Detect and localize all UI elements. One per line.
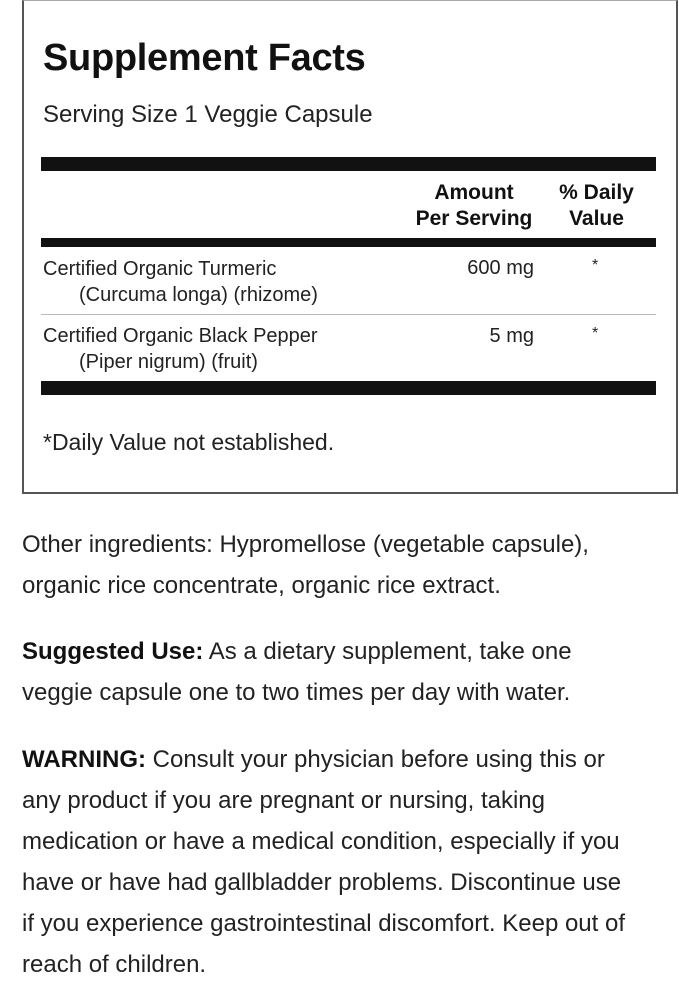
ingredient-name-turmeric bbox=[43, 256, 318, 308]
warning-line: if you experience gastrointestinal discomfort. Keep out of bbox=[22, 910, 625, 937]
divider-thick-bottom bbox=[41, 381, 656, 395]
ingredient-amount-black-pepper: 5 mg bbox=[489, 325, 534, 347]
other-ingredients-line: Other ingredients: Hypromellose (vegetable capsule), bbox=[22, 531, 589, 558]
ingredient-amount-turmeric: 600 mg bbox=[467, 257, 534, 279]
facts-title: Supplement Facts bbox=[43, 37, 366, 79]
column-header-amount-line2: Per Serving bbox=[415, 207, 533, 230]
ingredient-detail: (Piper nigrum) (fruit) bbox=[79, 351, 258, 373]
warning-line: reach of children. bbox=[22, 951, 207, 978]
ingredient-dv-turmeric: * bbox=[592, 257, 599, 274]
warning-line bbox=[22, 739, 672, 780]
divider-header bbox=[41, 238, 656, 247]
ingredient-name-black-pepper bbox=[43, 323, 318, 375]
ingredient-name: Certified Organic Black Pepper bbox=[43, 325, 318, 347]
divider-row bbox=[41, 314, 656, 315]
warning-line: medication or have a medical condition, especially if you bbox=[22, 828, 620, 855]
suggested-use-text: As a dietary supplement, take one bbox=[203, 638, 572, 665]
column-header-dv-line2: Value bbox=[569, 207, 624, 230]
suggested-use-line bbox=[22, 631, 672, 672]
daily-value-footnote: *Daily Value not established. bbox=[43, 429, 335, 455]
divider-thick-top bbox=[41, 157, 656, 171]
supplement-facts-panel bbox=[22, 0, 678, 494]
suggested-use-label: Suggested Use: bbox=[22, 638, 204, 665]
column-header-amount-line1: Amount bbox=[434, 181, 514, 204]
other-ingredients-line: organic rice concentrate, organic rice extract. bbox=[22, 572, 501, 599]
warning-text: Consult your physician before using this or bbox=[145, 746, 605, 773]
warning-line: have or have had gallbladder problems. Discontinue use bbox=[22, 869, 622, 896]
warning bbox=[22, 739, 672, 985]
warning-line: any product if you are pregnant or nursing, taking bbox=[22, 787, 545, 814]
suggested-use bbox=[22, 631, 672, 713]
ingredient-detail: (Curcuma longa) (rhizome) bbox=[79, 284, 318, 306]
warning-label: WARNING: bbox=[22, 746, 146, 773]
suggested-use-line: veggie capsule one to two times per day with water. bbox=[22, 679, 571, 706]
other-ingredients bbox=[22, 524, 672, 606]
ingredient-dv-black-pepper: * bbox=[592, 325, 599, 342]
column-header-daily-value bbox=[549, 180, 644, 232]
column-header-amount bbox=[409, 180, 539, 232]
ingredient-name: Certified Organic Turmeric bbox=[43, 258, 277, 280]
column-header-dv-line1: % Daily bbox=[559, 181, 634, 204]
serving-size: Serving Size 1 Veggie Capsule bbox=[43, 101, 373, 128]
